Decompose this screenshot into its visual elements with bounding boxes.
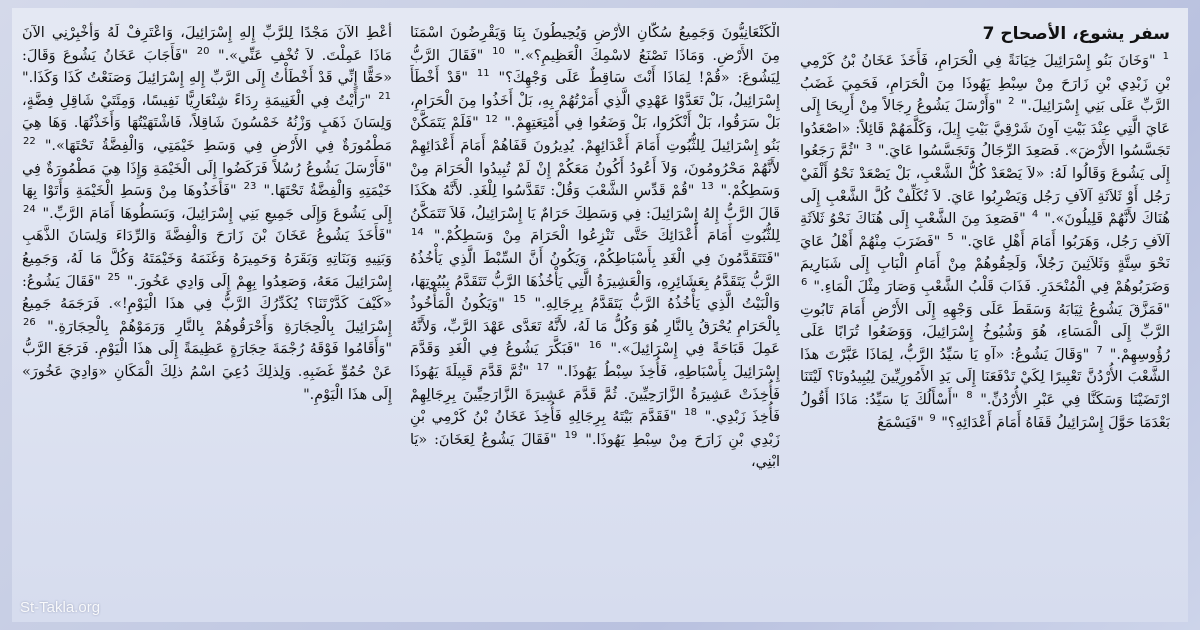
site-watermark: St-Takla.org <box>20 599 101 616</box>
column-2 <box>410 22 780 612</box>
verse-text: "فَيَسْمَعُ <box>877 414 924 431</box>
verse-number: 9 <box>929 412 936 424</box>
verse-text: "فَبَكَّرَ يَشُوعُ فِي الْغَدِ وَقَدَّمَ إِسْرَائِيلَ بِأَسْبَاطِهِ، فَأُخِذَ سِبْطُ يَهُوذَا." <box>410 341 780 380</box>
verse-number: 20 <box>196 45 210 57</box>
verse-number: 19 <box>564 429 578 441</box>
verse-text: "فَأَخَذَ يَشُوعُ عَخَانَ بْنَ زَارَحَ وَالْفِضَّةَ وَالرِّدَاءَ وَلِسَانَ الذَّهَبِ وَبَنِيهِ وَبَنَاتِهِ وَبَقَرَهُ وَحَمِيرَهُ وَغَنَمَهُ وَخَيْمَتَهُ وَكُلَّ مَا لَهُ، وَجَمِيعُ إِسْرَائِيلَ مَعَهُ، وَصَعِدُوا بِهِمْ إِلَى وَادِي عَخُورَ." <box>22 228 392 290</box>
column-1-text <box>800 50 1170 434</box>
verse-text: "أَسْأَلُكَ يَا سَيِّدُ: مَاذَا أَقُولُ بَعْدَمَا حَوَّلَ إِسْرَائِيلُ قَفَاهُ أَمَامَ أَعْدَائِهِ؟" <box>800 391 1170 431</box>
verse-text: الْكَنْعَانِيُّونَ وَجَمِيعُ سُكَّانِ الأَرْضِ وَيُحِيطُونَ بِنَا وَيَقْرِضُونَ اسْمَنَا مِنَ الأَرْضِ. وَمَاذَا تَصْنَعُ لاسْمِكَ الْعَظِيمِ؟»." <box>410 25 780 64</box>
verse-number: 6 <box>801 277 808 289</box>
verse-number: 1 <box>1162 51 1169 63</box>
verse-number: 12 <box>485 113 498 125</box>
verse-text: "وَيَكُونُ الْمَأْخُوذُ بِالْحَرَامِ يُحْرَقُ بِالنَّارِ هُوَ وَكُلُّ مَا لَهُ، لأَنَّهُ تَعَدَّى عَهْدَ الرَّبِّ، وَلأَنَّهُ عَمِلَ قَبَاحَةً فِي إِسْرَائِيلَ»." <box>410 296 780 358</box>
verse-text: "فَصَعِدَ مِنَ الشَّعْبِ إِلَى هُنَاكَ نَحْوُ ثَلاَثَةِ آلاَفِ رَجُل، وَهَرَبُوا أَمَامَ أَهْلِ عَايَ." <box>800 211 1170 250</box>
verse-text: "فَتَتَقَدَّمُونَ فِي الْغَدِ بِأَسْبَاطِكُمْ، وَيَكُونُ أَنَّ السِّبْطَ الَّذِي يَأْخُذُهُ الرَّبُّ يَتَقَدَّمُ بِعَشَائِرِهِ، وَالْعَشِيرَةُ الَّتِي يَأْخُذُهَا الرَّبُّ تَتَقَدَّمُ بِبُيُوتِهَا، وَالْبَيْتُ الَّذِي يَأْخُذُهُ الرَّبُّ يَتَقَدَّمُ بِرِجَالِهِ." <box>410 250 780 313</box>
verse-number: 16 <box>588 339 602 351</box>
verse-text: "فَلَمْ يَتَمَكَّنْ بَنُو إِسْرَائِيلَ لِلثُّبُوتِ أَمَامَ أَعْدَائِهِمْ. يُدِيرُونَ قَفَاهُمْ أَمَامَ أَعْدَائِهِمْ لأَنَّهُمْ مَحْرُومُونَ، وَلاَ أَعُودُ أَكُونُ مَعَكُمْ إِنْ لَمْ تُبِيدُوا الْحَرَامَ مِنْ وَسَطِكُمْ." <box>410 115 780 200</box>
verse-text: "فَمَزَّقَ يَشُوعُ ثِيَابَهُ وَسَقَطَ عَلَى وَجْهِهِ إِلَى الأَرْضِ أَمَامَ تَابُوتِ الرَّبِّ إِلَى الْمَسَاءِ، هُوَ وَشُيُوخُ إِسْرَائِيلَ، وَوَضَعُوا تُرَابًا عَلَى رُؤُوسِهِمْ." <box>800 301 1170 363</box>
verse-number: 21 <box>378 90 391 102</box>
verse-text: "ثُمَّ قَدَّمَ قَبِيلَةَ يَهُوذَا فَأُخِذَتْ عَشِيرَةُ الزَّارَحِيِّينَ. ثُمَّ قَدَّمَ عَشِيرَةَ الزَّارَحِيِّينَ بِرِجَالِهِمْ فَأُخِذَ زَبْدِي." <box>410 363 780 426</box>
verse-number: 10 <box>492 45 505 57</box>
verse-number: 5 <box>947 231 954 243</box>
verse-text: "فَأَخَذُوهَا مِنْ وَسَطِ الْخَيْمَةِ وَأَتَوْا بِهَا إِلَى يَشُوعَ وَإِلَى جَمِيعِ بَنِي إِسْرَائِيلَ، وَبَسَطُوهَا أَمَامَ الرَّبِّ." <box>22 183 392 222</box>
verse-text: "فَقَدَّمَ بَيْتَهُ بِرِجَالِهِ فَأُخِذَ عَخَانُ بْنُ كَرْمِي بْنِ زَبْدِي بْنِ زَارَحَ مِنْ سِبْطِ يَهُوذَا." <box>410 409 780 448</box>
verse-number: 7 <box>1096 344 1103 356</box>
verse-text: "فَقَالَ يَشُوعُ لِعَخَانَ: «يَا ابْنِي، <box>410 431 780 471</box>
verse-text: "وَأَرْسَلَ يَشُوعُ رِجَالاً مِنْ أَرِيحَا إِلَى عَايَ الَّتِي عِنْدَ بَيْتِ آوِنَ شَرْقِيَّ بَيْتِ إِيلَ، وَكَلَّمَهُمْ قَائِلاً: «اصْعَدُوا تَجَسَّسُوا الأَرْضَ». فَصَعِدَ الرِّجَالُ وَتَجَسَّسُوا عَايَ." <box>800 98 1170 160</box>
verse-text: "فَأَرْسَلَ يَشُوعُ رُسُلاً فَرَكَضُوا إِلَى الْخَيْمَةِ وَإِذَا هِيَ مَطْمُورَةٌ فِي خَيْمَتِهِ وَالْفِضَّةُ تَحْتَهَا." <box>22 160 392 200</box>
verse-number: 13 <box>701 181 714 193</box>
verse-text: "وَقَالَ يَشُوعُ: «آهِ يَا سَيِّدُ الرَّبُّ، لِمَاذَا عَبَّرْتَ هذَا الشَّعْبَ الأُرْدُنَّ تَعْبِيرًا لِكَيْ تَدْفَعَنَا إِلَى يَدِ الأَمُورِيِّينَ لِيُبِيدُونَا؟ لَيْتَنَا ارْتَضَيْنَا وَسَكَنَّا فِي عَبْرِ الأُرْدُنِّ." <box>800 346 1170 408</box>
verse-number: 15 <box>513 294 527 306</box>
verse-number: 23 <box>243 181 257 193</box>
verse-number: 26 <box>23 316 36 328</box>
column-3 <box>22 22 392 612</box>
verse-number: 25 <box>107 271 121 283</box>
verse-number: 2 <box>1008 96 1015 108</box>
chapter-title: سفر يشوع، الأصحاح 7 <box>982 24 1170 44</box>
verse-number: 8 <box>966 390 973 402</box>
scripture-page <box>12 8 1188 622</box>
verse-number: 4 <box>1031 209 1039 221</box>
verse-number: 22 <box>23 136 36 148</box>
verse-text: "قُمْ قَدِّسِ الشَّعْبَ وَقُلْ: تَقَدَّسُوا لِلْغَدِ. لأَنَّهُ هكَذَا قَالَ الرَّبُّ إِلهُ إِسْرَائِيلَ: فِي وَسَطِكَ حَرَامٌ يَا إِسْرَائِيلُ، فَلاَ تَتَمَكَّنُ لِلثُّبُوتِ أَمَامَ أَعْدَائِكَ حَتَّى تَنْزِعُوا الْحَرَامَ مِنْ وَسَطِكُمْ." <box>410 183 780 245</box>
verse-number: 17 <box>536 362 550 374</box>
verse-number: 18 <box>684 407 697 419</box>
verse-number: 3 <box>865 141 872 153</box>
verse-text: "فَأَجَابَ عَخَانُ يَشُوعَ وَقَالَ: «حَقًّا إِنِّي قَدْ أَخْطَأْتُ إِلَى الرَّبِّ إِلهِ إِسْرَائِيلَ وَصَنَعْتُ كَذَا وَكَذَا." <box>22 47 392 87</box>
column-2-text <box>410 22 780 474</box>
verse-text: "وَأَقَامُوا فَوْقَهُ رُجْمَةَ حِجَارَةٍ عَظِيمَةً إِلَى هذَا الْيَوْمِ. فَرَجَعَ الرَّبُّ عَنْ حُمُوِّ غَضَبِهِ. وَلِذلِكَ دُعِيَ اسْمُ ذلِكَ الْمَكَانِ «وَادِيَ عَخُورَ» إِلَى هذَا الْيَوْمِ." <box>22 341 392 403</box>
column-1 <box>800 22 1170 618</box>
column-3-text <box>22 22 392 406</box>
verse-text: "فَضَرَبَ مِنْهُمْ أَهْلُ عَايَ نَحْوَ سِتَّةٍ وَثَلاَثِينَ رَجُلاً، وَلَحِقُوهُمْ مِنْ أَمَامِ الْبَابِ إِلَى شَبَارِيمَ وَضَرَبُوهُمْ فِي الْمُنْحَدَرِ. فَذَابَ قَلْبُ الشَّعْبِ وَصَارَ مِثْلَ الْمَاءِ." <box>800 233 1170 295</box>
verse-text: "قَدْ أَخْطَأَ إِسْرَائِيلُ، بَلْ تَعَدَّوْا عَهْدِي الَّذِي أَمَرْتُهُمْ بِهِ، بَلْ أَخَذُوا مِنَ الْحَرَامِ، بَلْ سَرَقُوا، بَلْ أَنْكَرُوا، بَلْ وَضَعُوا فِي أَمْتِعَتِهِمْ." <box>410 70 780 132</box>
verse-text: أَعْطِ الآنَ مَجْدًا لِلرَّبِّ إِلهِ إِسْرَائِيلَ، وَاعْتَرِفْ لَهُ وَأَخْبِرْنِي الآنَ مَاذَا عَمِلْتَ. لاَ تُخْفِ عَنِّي»." <box>22 25 392 64</box>
verse-text: "رَأَيْتُ فِي الْغَنِيمَةِ رِدَاءً شِنْعَارِيًّا نَفِيسًا، وَمِئَتَيْ شَاقِلِ فِضَّةٍ، وَلِسَانَ ذَهَبٍ وَزْنُهُ خَمْسُونَ شَاقِلاً، فَاشْتَهَيْتُهَا وَأَخَذْتُهَا. وَهَا هِيَ مَطْمُورَةٌ فِي الأَرْضِ فِي وَسَطِ خَيْمَتِي، وَالْفِضَّةُ تَحْتَهَا»." <box>22 92 392 154</box>
verse-text: "ثُمَّ رَجَعُوا إِلَى يَشُوعَ وَقَالُوا لَهُ: «لاَ يَصْعَدْ كُلُّ الشَّعْبِ، بَلْ يَصْعَدْ نَحْوُ أَلْفَيْ رَجُل أَوْ ثَلاَثَةِ آلاَفِ رَجُل وَيَضْرِبُوا عَايَ. لاَ تُكَلِّفْ كُلَّ الشَّعْبِ إِلَى هُنَاكَ لأَنَّهُمْ قَلِيلُونَ»." <box>800 143 1170 228</box>
verse-text: "وَخَانَ بَنُو إِسْرَائِيلَ خِيَانَةً فِي الْحَرَامِ، فَأَخَذَ عَخَانُ بْنُ كَرْمِي بْنِ زَبْدِي بْنِ زَارَحَ مِنْ سِبْطِ يَهُوذَا مِنَ الْحَرَامِ، فَحَمِيَ غَضَبُ الرَّبِّ عَلَى بَنِي إِسْرَائِيلَ." <box>800 53 1170 115</box>
verse-number: 14 <box>411 226 424 238</box>
verse-text: "فَقَالَ يَشُوعُ: «كَيْفَ كَدَّرْتَنَا؟ يُكَدِّرُكَ الرَّبُّ فِي هذَا الْيَوْمِ!». فَرَجَمَهُ جَمِيعُ إِسْرَائِيلَ بِالْحِجَارَةِ وَأَحْرَقُوهُمْ بِالنَّارِ وَرَمَوْهُمْ بِالْحِجَارَةِ." <box>22 273 392 335</box>
verse-number: 11 <box>476 68 490 80</box>
verse-number: 24 <box>23 203 36 215</box>
verse-text: "فَقَالَ الرَّبُّ لِيَشُوعَ: «قُمْ! لِمَاذَا أَنْتَ سَاقِطٌ عَلَى وَجْهِكَ؟" <box>410 47 780 87</box>
